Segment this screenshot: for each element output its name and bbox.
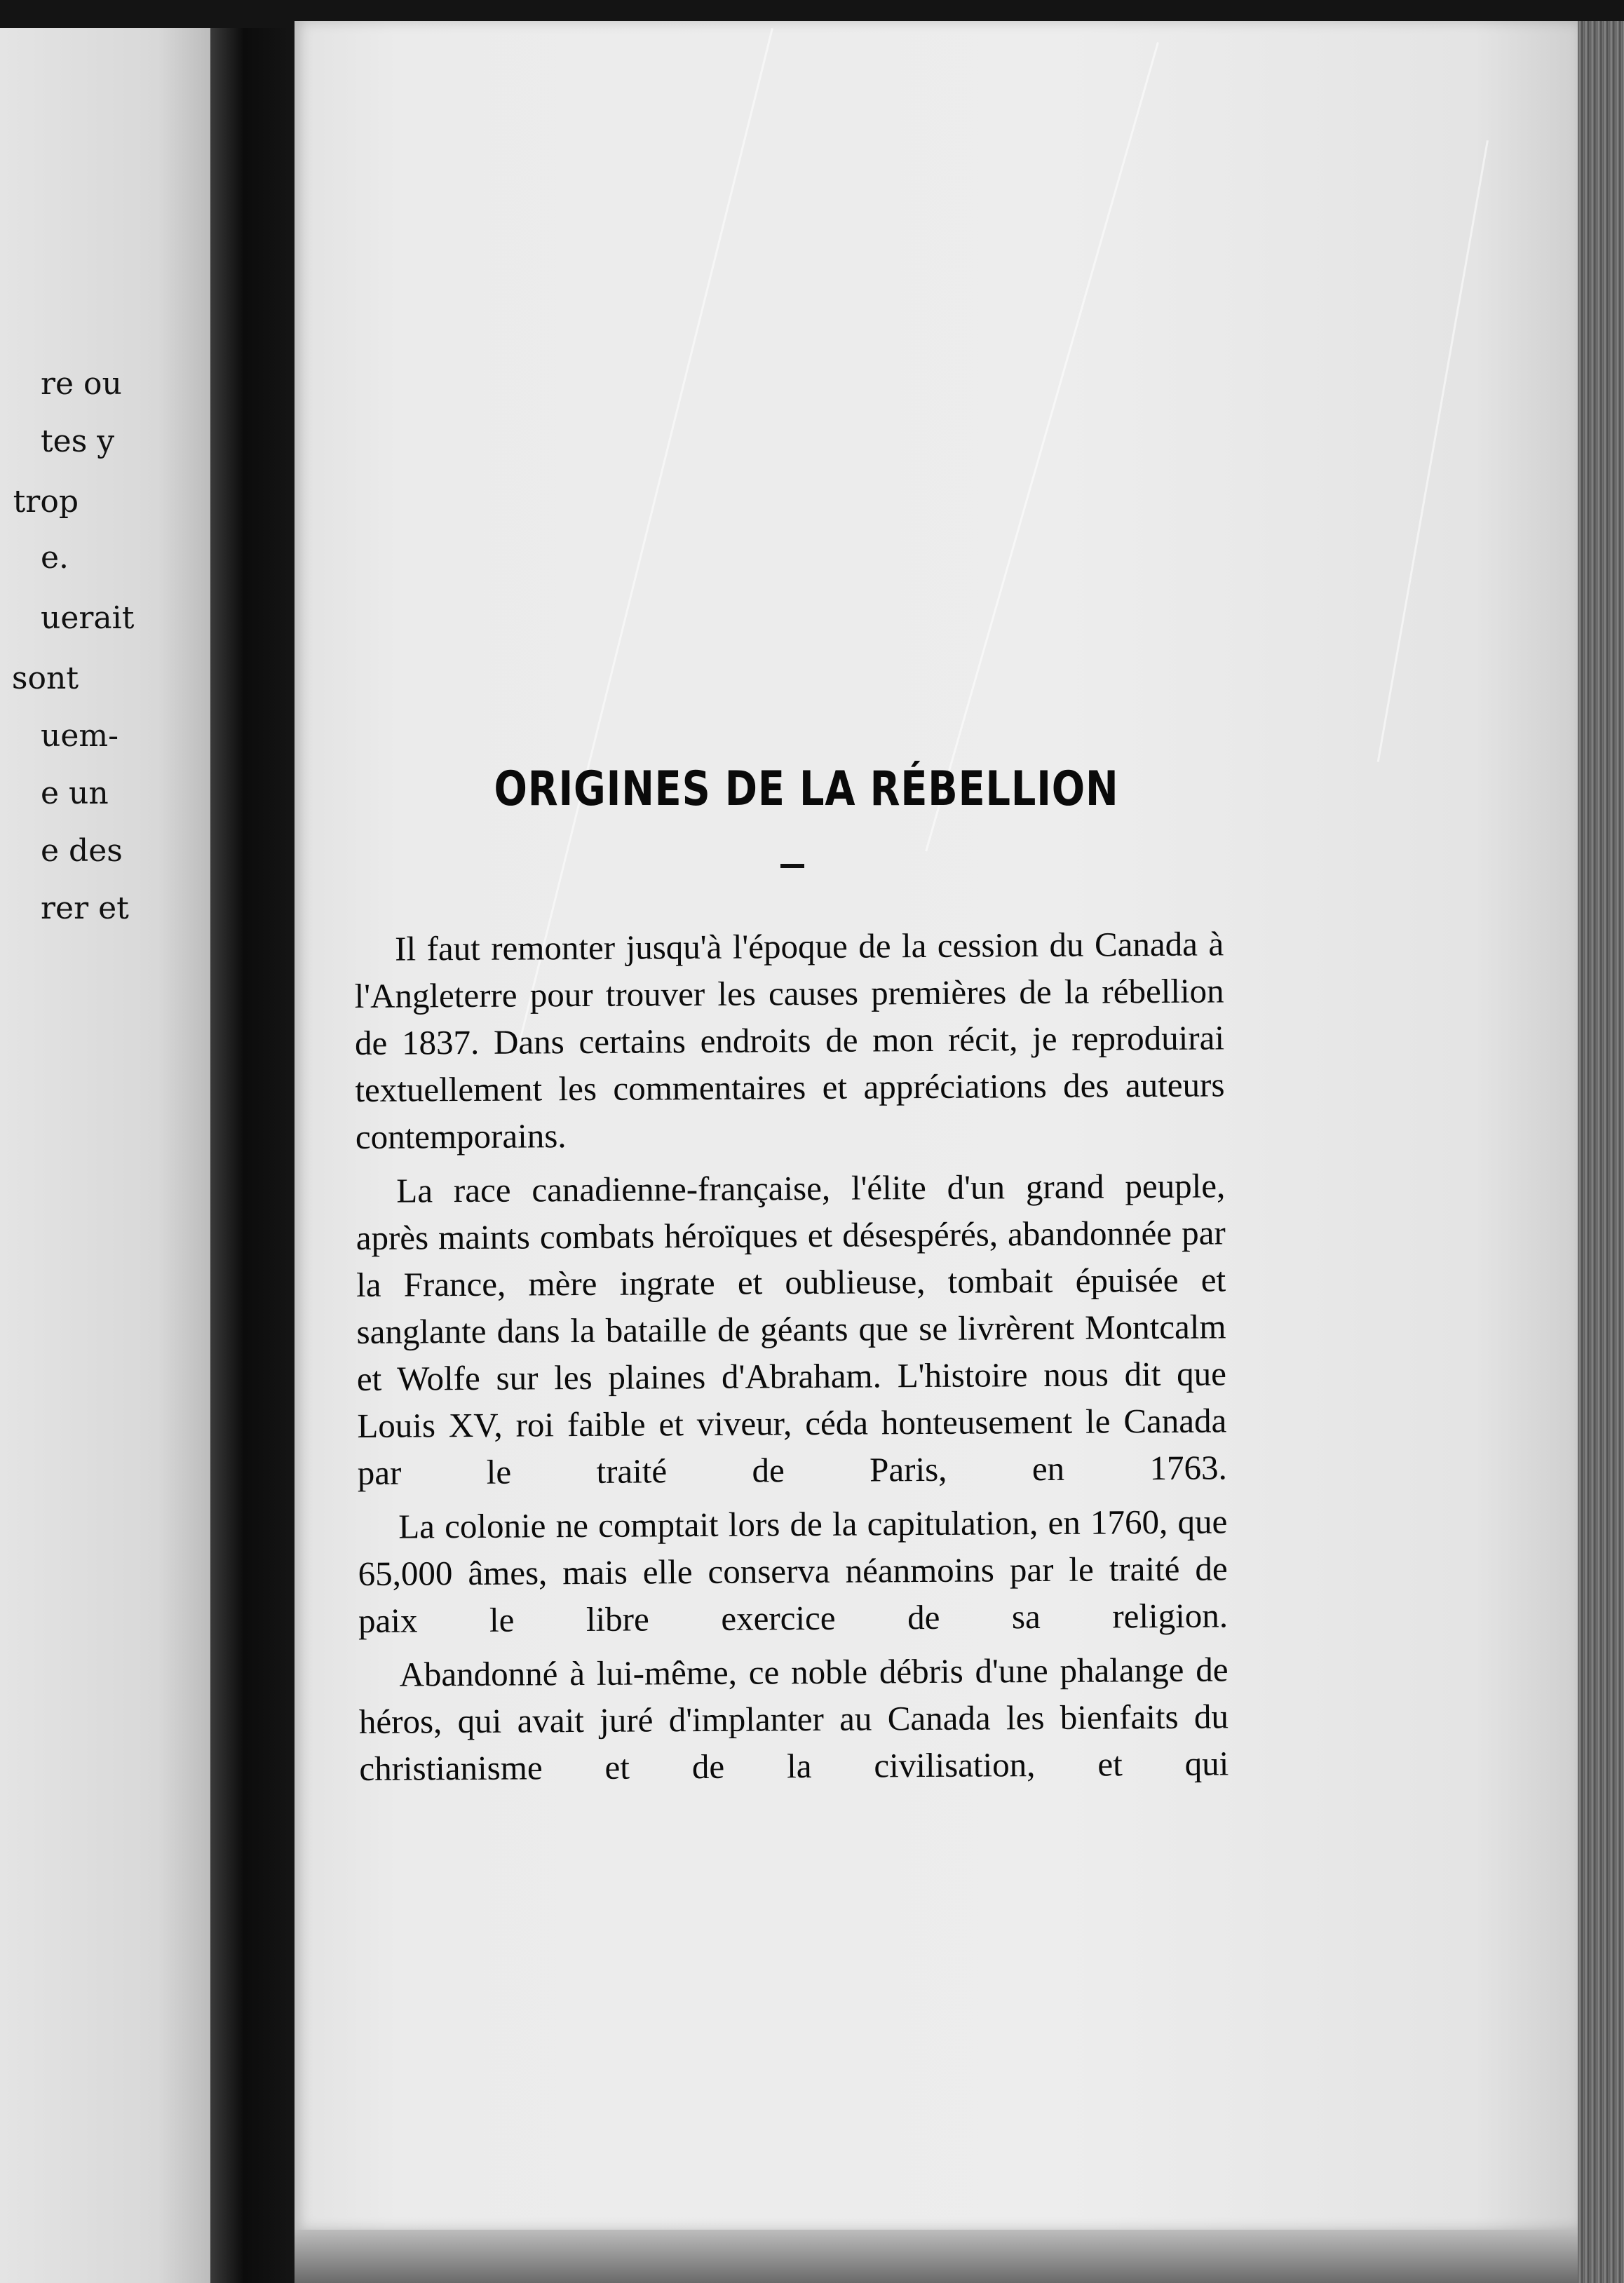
body-text (354, 920, 1229, 1799)
paragraph: La colonie ne comptait lors de la capitulation, en 1760, que 65,000 âmes, mais elle conserva néanmoins par le traité de paix le libre exercice de sa religion. (358, 1502, 1229, 1640)
left-fragment: trop (13, 484, 79, 520)
page-gutter (210, 28, 295, 2283)
page-stack-edge (1578, 21, 1624, 2283)
paragraph: La race canadienne-française, l'élite d'un grand peuple, après maints combats héroïques et désespérés, abandonnée par la France, mère ingrate et oublieuse, tombait épuisée et sanglante dans la bataille de géants que se livrèrent Montcalm et Wolfe sur les plaines d'Abraham. L'histoire nous dit que Louis XV, roi faible et viveur, céda honteusement le Canada par le traité de Paris, en 1763. (356, 1166, 1227, 1492)
left-fragment: sont (11, 660, 79, 696)
left-fragment: e. (41, 540, 69, 576)
left-fragment: rer et (41, 890, 129, 926)
left-fragment: e des (41, 833, 123, 869)
paragraph: Abandonné à lui-même, ce noble débris d'une phalange de héros, qui avait juré d'implanter au Canada les bienfaits du christianisme et de la civilisation, et qui (358, 1650, 1229, 1788)
left-fragment: re ou (41, 366, 122, 402)
page-bottom-edge (295, 2230, 1578, 2283)
title-divider (780, 864, 804, 868)
left-fragment: uem- (41, 718, 119, 754)
left-fragment: tes y (41, 424, 115, 459)
chapter-title: ORIGINES DE LA RÉBELLION (494, 761, 1119, 817)
left-fragment: uerait (41, 600, 135, 636)
left-fragment: e un (41, 775, 109, 811)
paragraph: Il faut remonter jusqu'à l'époque de la cession du Canada à l'Angleterre pour trouver les causes premières de la rébellion de 1837. Dans certains endroits de mon récit, je reproduirai textuellement les commentaires et appréciations des auteurs contemporains. (354, 924, 1225, 1156)
left-page-text-fragments (0, 0, 210, 2283)
